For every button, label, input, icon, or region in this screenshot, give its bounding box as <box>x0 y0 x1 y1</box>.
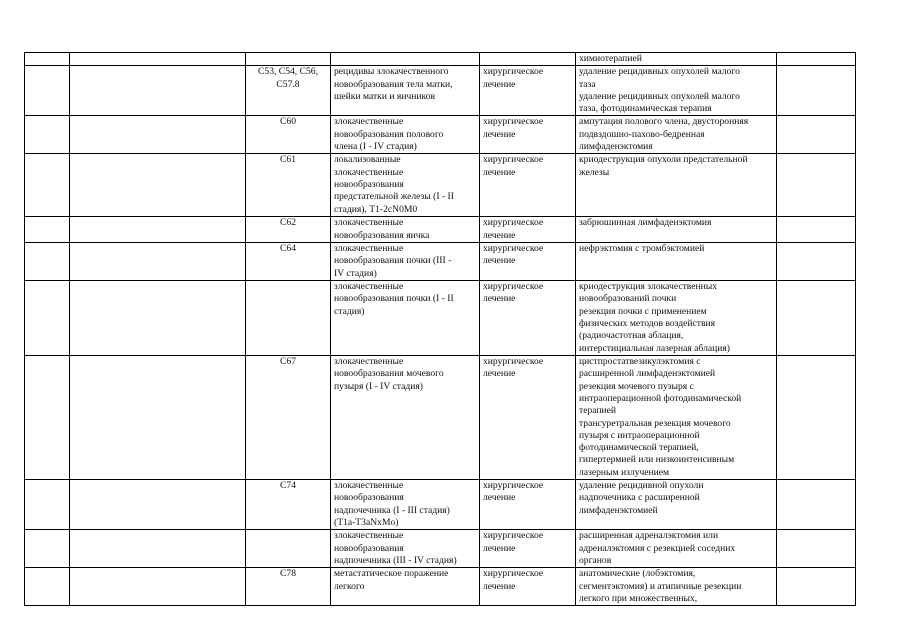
profile-cell <box>70 116 246 154</box>
standard-cell <box>777 530 856 568</box>
table-row <box>25 53 856 66</box>
condition-cell: метастатическое поражение легкого <box>331 568 480 606</box>
profile-cell <box>70 154 246 217</box>
treatment-type-cell: хирургическое лечение <box>480 154 576 217</box>
standard-cell <box>777 116 856 154</box>
treatment-type-cell: хирургическое лечение <box>480 568 576 606</box>
icd-code-cell: C64 <box>246 243 331 281</box>
treatment-type-cell <box>480 53 576 66</box>
document-page <box>24 52 856 606</box>
method-cell: анатомические (лобэктомия, сегментэктомия) и атипичные резекции легкого при множественных, <box>576 568 777 606</box>
index-cell <box>25 356 70 480</box>
profile-cell <box>70 243 246 281</box>
standard-cell <box>777 217 856 243</box>
icd-code-cell: C67 <box>246 356 331 480</box>
standard-cell <box>777 281 856 356</box>
method-cell: криодеструкция злокачественных новообразований почки резекция почки с применением физических методов воздействия (радиочастотная аблация, интерстициальная лазерная аблация) <box>576 281 777 356</box>
standard-cell <box>777 66 856 116</box>
method-cell: удаление рецидивной опухоли надпочечника с расширенной лимфаденэктомией <box>576 480 777 530</box>
index-cell <box>25 530 70 568</box>
icd-code-cell: C62 <box>246 217 331 243</box>
method-cell: расширенная адреналэктомия или адреналэктомия с резекцией соседних органов <box>576 530 777 568</box>
icd-code-cell <box>246 53 331 66</box>
index-cell <box>25 217 70 243</box>
treatment-type-cell: хирургическое лечение <box>480 243 576 281</box>
condition-cell <box>331 53 480 66</box>
condition-cell: злокачественные новообразования надпочечника (III - IV стадия) <box>331 530 480 568</box>
table-row <box>25 530 856 568</box>
method-cell: криодеструкция опухоли предстательной железы <box>576 154 777 217</box>
standard-cell <box>777 356 856 480</box>
icd-code-cell <box>246 281 331 356</box>
profile-cell <box>70 480 246 530</box>
treatment-type-cell: хирургическое лечение <box>480 116 576 154</box>
table-row <box>25 154 856 217</box>
profile-cell <box>70 281 246 356</box>
standard-cell <box>777 53 856 66</box>
icd-code-cell: C61 <box>246 154 331 217</box>
standard-cell <box>777 243 856 281</box>
table-row <box>25 356 856 480</box>
treatment-type-cell: хирургическое лечение <box>480 356 576 480</box>
condition-cell: злокачественные новообразования полового члена (I - IV стадия) <box>331 116 480 154</box>
profile-cell <box>70 568 246 606</box>
condition-cell: злокачественные новообразования мочевого пузыря (I - IV стадия) <box>331 356 480 480</box>
profile-cell <box>70 66 246 116</box>
index-cell <box>25 281 70 356</box>
method-cell: цистпростатвезикулэктомия с расширенной лимфаденэктомией резекция мочевого пузыря с интраоперационной фотодинамической терапией трансуретральная резекция мочевого пузыря с интраоперационной фотодинамической терапией, гипертермией или низкоинтенсивным лазерным излучением <box>576 356 777 480</box>
table-row <box>25 281 856 356</box>
condition-cell: злокачественные новообразования яичка <box>331 217 480 243</box>
profile-cell <box>70 530 246 568</box>
index-cell <box>25 53 70 66</box>
index-cell <box>25 154 70 217</box>
index-cell <box>25 568 70 606</box>
standard-cell <box>777 480 856 530</box>
index-cell <box>25 116 70 154</box>
profile-cell <box>70 356 246 480</box>
table-row <box>25 480 856 530</box>
condition-cell: злокачественные новообразования надпочечника (I - III стадия) (T1a-T3aNxMo) <box>331 480 480 530</box>
condition-cell: рецидивы злокачественного новообразования тела матки, шейки матки и яичников <box>331 66 480 116</box>
treatment-type-cell: хирургическое лечение <box>480 217 576 243</box>
treatment-table <box>24 52 856 606</box>
icd-code-cell: C53, C54, C56, C57.8 <box>246 66 331 116</box>
standard-cell <box>777 154 856 217</box>
method-cell: ампутация полового члена, двусторонняя подвздошно-пахово-бедренная лимфаденэктомия <box>576 116 777 154</box>
profile-cell <box>70 53 246 66</box>
standard-cell <box>777 568 856 606</box>
method-cell: удаление рецидивных опухолей малого таза удаление рецидивных опухолей малого таза, фотодинамическая терапия <box>576 66 777 116</box>
method-cell: забрюшинная лимфаденэктомия <box>576 217 777 243</box>
table-row <box>25 243 856 281</box>
method-cell: химиотерапией <box>576 53 777 66</box>
index-cell <box>25 243 70 281</box>
icd-code-cell: C60 <box>246 116 331 154</box>
treatment-type-cell: хирургическое лечение <box>480 480 576 530</box>
condition-cell: локализованные злокачественные новообразования предстательной железы (I - II стадия), T1-2cN0M0 <box>331 154 480 217</box>
table-row <box>25 116 856 154</box>
table-row <box>25 66 856 116</box>
icd-code-cell <box>246 530 331 568</box>
index-cell <box>25 480 70 530</box>
condition-cell: злокачественные новообразования почки (III - IV стадия) <box>331 243 480 281</box>
icd-code-cell: C74 <box>246 480 331 530</box>
treatment-type-cell: хирургическое лечение <box>480 66 576 116</box>
condition-cell: злокачественные новообразования почки (I - II стадия) <box>331 281 480 356</box>
profile-cell <box>70 217 246 243</box>
icd-code-cell: C78 <box>246 568 331 606</box>
treatment-type-cell: хирургическое лечение <box>480 530 576 568</box>
index-cell <box>25 66 70 116</box>
table-row <box>25 568 856 606</box>
method-cell: нефрэктомия с тромбэктомией <box>576 243 777 281</box>
treatment-type-cell: хирургическое лечение <box>480 281 576 356</box>
table-row <box>25 217 856 243</box>
